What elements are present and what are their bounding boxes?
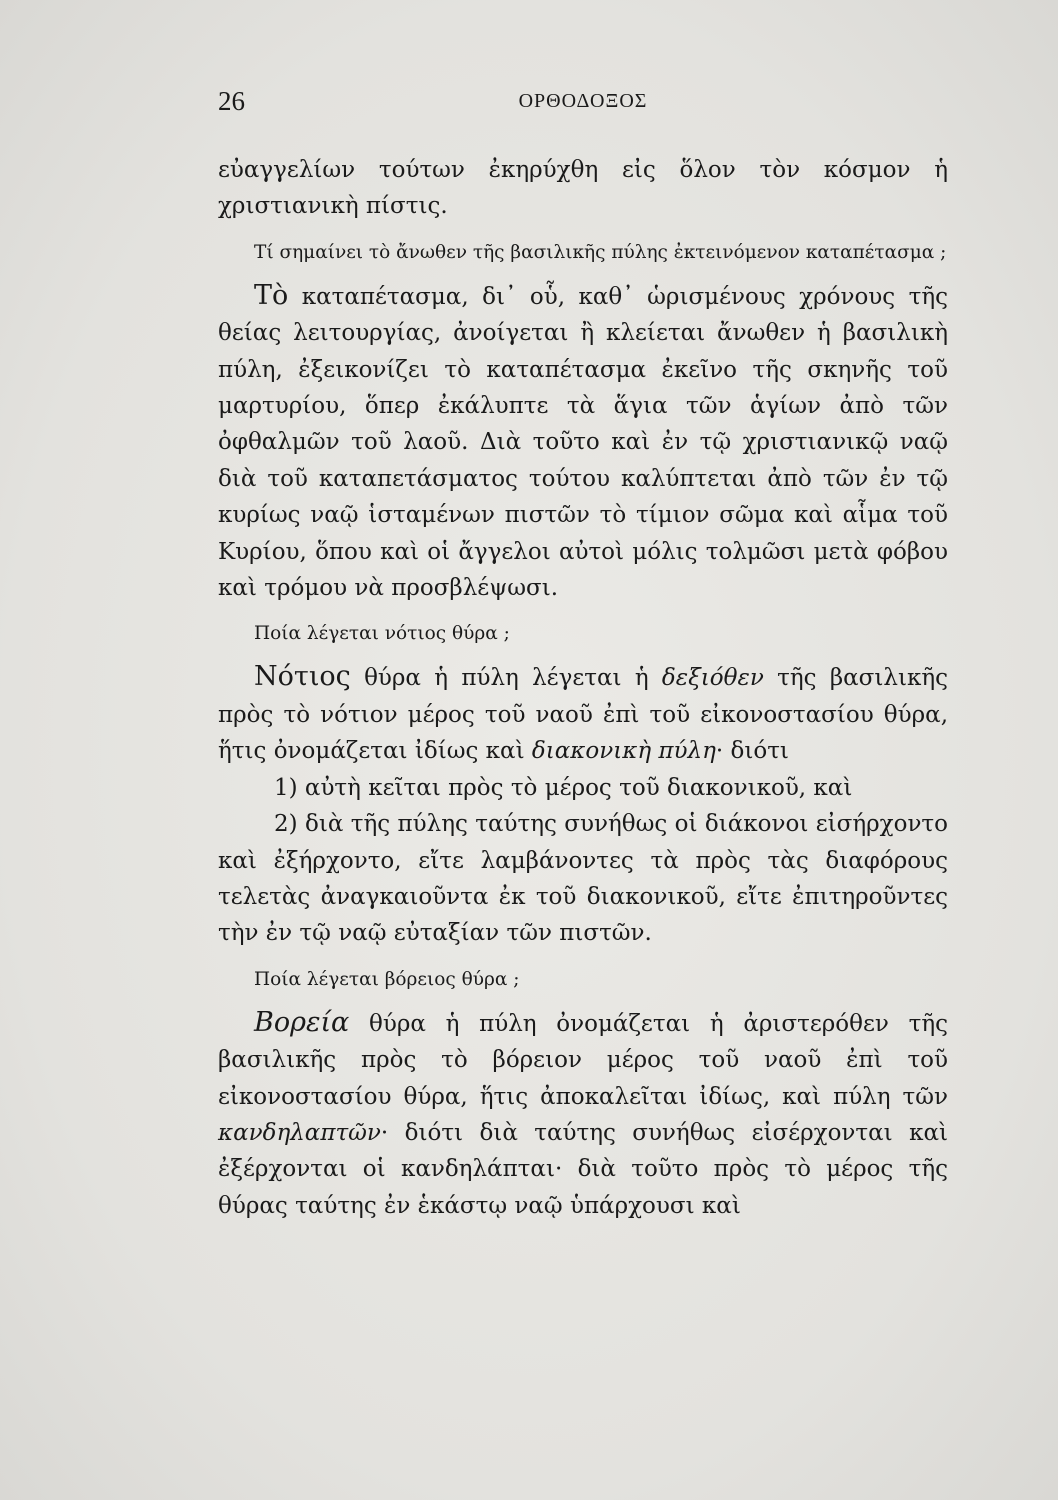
answer-lead-word: Νότιος bbox=[254, 661, 351, 693]
answer-text: θύρα ἡ πύλη ὀνομάζεται ἡ ἀριστερόθεν τῆς βασιλικῆς πρὸς τὸ βόρειον μέρος τοῦ ναοῦ ἐπὶ τοῦ εἰκονοστασίου θύρα, ἥτις ἀποκαλεῖται ἰδίως, καὶ πύλη τῶν bbox=[218, 1010, 948, 1110]
answer-text: τῆς βασιλικῆς πρὸς τὸ νότιον μέρος τοῦ ναοῦ ἐπὶ τοῦ εἰκονοστασίου θύρα, ἥτις ὀνομάζεται ἰδίως καὶ bbox=[218, 665, 948, 765]
question-south-door: Ποία λέγεται νότιος θύρα ; bbox=[254, 623, 510, 645]
italic-term: διακονικὴ πύλη bbox=[531, 738, 716, 765]
body-text bbox=[218, 152, 948, 1224]
page-header bbox=[218, 86, 948, 122]
answer-lead-word: Τὸ bbox=[254, 279, 289, 311]
italic-term: δεξιόθεν bbox=[661, 665, 764, 692]
answer-text: · διότι bbox=[715, 738, 789, 765]
answer-text: θύρα ἡ πύλη λέγεται ἡ bbox=[350, 665, 662, 692]
italic-lead-word: Βορεία bbox=[254, 1006, 350, 1038]
list-item-2: 2) διὰ τῆς πύλης ταύτης συνήθως οἱ διάκονοι εἰσήρχοντο καὶ ἐξήρχοντο, εἴτε λαμβάνοντες τὰ πρὸς τὰς διαφόρους τελετὰς ἀναγκαιοῦντα ἐκ τοῦ διακονικοῦ, εἴτε ἐπιτηροῦντες τὴν ἐν τῷ ναῷ εὐταξίαν τῶν πιστῶν. bbox=[218, 811, 948, 947]
answer-north-door bbox=[218, 1005, 948, 1224]
answer-south-door bbox=[218, 659, 948, 769]
running-title: ΟΡΘΟΔΟΞΟΣ bbox=[518, 90, 648, 112]
list-item-1: 1) αὐτὴ κεῖται πρὸς τὸ μέρος τοῦ διακονικοῦ, καὶ bbox=[274, 774, 853, 801]
answer-text: καταπέτασμα, δι᾽ οὗ, καθ᾽ ὡρισμένους χρόνους τῆς θείας λειτουργίας, ἀνοίγεται ἢ κλείεται ἄνωθεν ἡ βασιλικὴ πύλη, ἐξεικονίζει τὸ καταπέτασμα ἐκεῖνο τῆς σκηνῆς τοῦ μαρτυρίου, ὅπερ ἐκάλυπτε τὰ ἅγια τῶν ἁγίων ἀπὸ τῶν ὀφθαλμῶν τοῦ λαοῦ. Διὰ τοῦτο καὶ ἐν τῷ χριστιανικῷ ναῷ διὰ τοῦ καταπετάσματος τούτου καλύπτεται ἀπὸ τῶν ἐν τῷ κυρίως ναῷ ἱσταμένων πιστῶν τὸ τίμιον σῶμα καὶ αἷμα τοῦ Κυρίου, ὅπου καὶ οἱ ἄγγελοι αὐτοὶ μόλις τολμῶσι μετὰ φόβου καὶ τρόμου νὰ προσβλέψωσι. bbox=[218, 283, 948, 602]
italic-term: κανδηλαπτῶν bbox=[218, 1119, 381, 1146]
question-north-door: Ποία λέγεται βόρειος θύρα ; bbox=[254, 968, 520, 990]
intro-paragraph: εὐαγγελίων τούτων ἐκηρύχθη εἰς ὅλον τὸν κόσμον ἡ χριστιανικὴ πίστις. bbox=[218, 157, 948, 220]
answer-curtain bbox=[218, 278, 948, 607]
question-curtain: Τί σημαίνει τὸ ἄνωθεν τῆς βασιλικῆς πύλης ἐκτεινόμενον καταπέτασμα ; bbox=[254, 241, 947, 263]
page-number: 26 bbox=[218, 86, 245, 116]
answer-text: · διότι διὰ ταύτης συνήθως εἰσέρχονται καὶ ἐξέρχονται οἱ κανδηλάπται· διὰ τοῦτο πρὸς τὸ μέρος τῆς θύρας ταύτης ἐν ἑκάστῳ ναῷ ὑπάρχουσι καὶ bbox=[218, 1119, 948, 1219]
